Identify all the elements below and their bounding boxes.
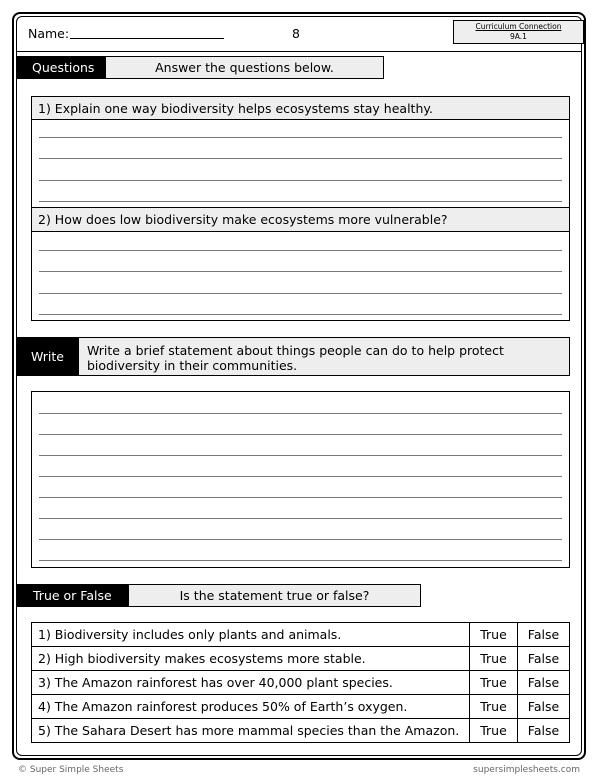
statement-text: 3) The Amazon rainforest has over 40,000 plant species.: [32, 671, 470, 695]
false-option[interactable]: False: [518, 647, 570, 671]
true-option[interactable]: True: [470, 695, 518, 719]
write-instruction: Write a brief statement about things people can do to help protect biodiversity in their communities.: [78, 337, 570, 376]
page-number: 8: [292, 26, 300, 41]
name-input-line[interactable]: [70, 38, 224, 39]
answer-line[interactable]: [39, 137, 562, 138]
table-row: [32, 719, 570, 743]
false-option[interactable]: False: [518, 671, 570, 695]
footer-website[interactable]: supersimplesheets.com: [473, 765, 580, 775]
false-option[interactable]: False: [518, 719, 570, 743]
question-1-text: 1) Explain one way biodiversity helps ecosystems stay healthy.: [32, 97, 569, 120]
footer-copyright: © Super Simple Sheets: [18, 765, 124, 775]
name-label: Name:: [28, 26, 70, 41]
table-row: [32, 671, 570, 695]
question-2-text: 2) How does low biodiversity make ecosystems more vulnerable?: [32, 208, 569, 232]
question-1-box: [31, 96, 570, 208]
answer-line[interactable]: [39, 271, 562, 272]
curriculum-code: 9A.1: [510, 32, 527, 41]
table-row: [32, 623, 570, 647]
answer-line[interactable]: [39, 201, 562, 202]
answer-line[interactable]: [39, 434, 562, 435]
answer-line[interactable]: [39, 314, 562, 315]
answer-line[interactable]: [39, 455, 562, 456]
table-row: [32, 695, 570, 719]
statement-text: 1) Biodiversity includes only plants and animals.: [32, 623, 470, 647]
write-tag: Write: [17, 337, 79, 376]
true-false-tag: True or False: [17, 584, 129, 607]
statement-text: 4) The Amazon rainforest produces 50% of Earth’s oxygen.: [32, 695, 470, 719]
true-false-instruction: Is the statement true or false?: [128, 584, 421, 607]
true-option[interactable]: True: [470, 719, 518, 743]
true-option[interactable]: True: [470, 623, 518, 647]
false-option[interactable]: False: [518, 623, 570, 647]
question-2-box: [31, 207, 570, 321]
curriculum-connection-box: [453, 20, 584, 44]
statement-text: 5) The Sahara Desert has more mammal species than the Amazon.: [32, 719, 470, 743]
answer-line[interactable]: [39, 560, 562, 561]
answer-line[interactable]: [39, 250, 562, 251]
answer-line[interactable]: [39, 413, 562, 414]
false-option[interactable]: False: [518, 695, 570, 719]
questions-tag: Questions: [17, 56, 106, 79]
write-answer-box: [31, 391, 570, 568]
header-divider: [16, 51, 582, 52]
questions-instruction: Answer the questions below.: [105, 56, 384, 79]
answer-line[interactable]: [39, 518, 562, 519]
true-option[interactable]: True: [470, 671, 518, 695]
curriculum-title: Curriculum Connection: [475, 22, 562, 31]
answer-line[interactable]: [39, 158, 562, 159]
true-false-table: [31, 622, 570, 743]
answer-line[interactable]: [39, 497, 562, 498]
answer-line[interactable]: [39, 539, 562, 540]
answer-line[interactable]: [39, 476, 562, 477]
true-option[interactable]: True: [470, 647, 518, 671]
answer-line[interactable]: [39, 293, 562, 294]
statement-text: 2) High biodiversity makes ecosystems more stable.: [32, 647, 470, 671]
answer-line[interactable]: [39, 180, 562, 181]
table-row: [32, 647, 570, 671]
